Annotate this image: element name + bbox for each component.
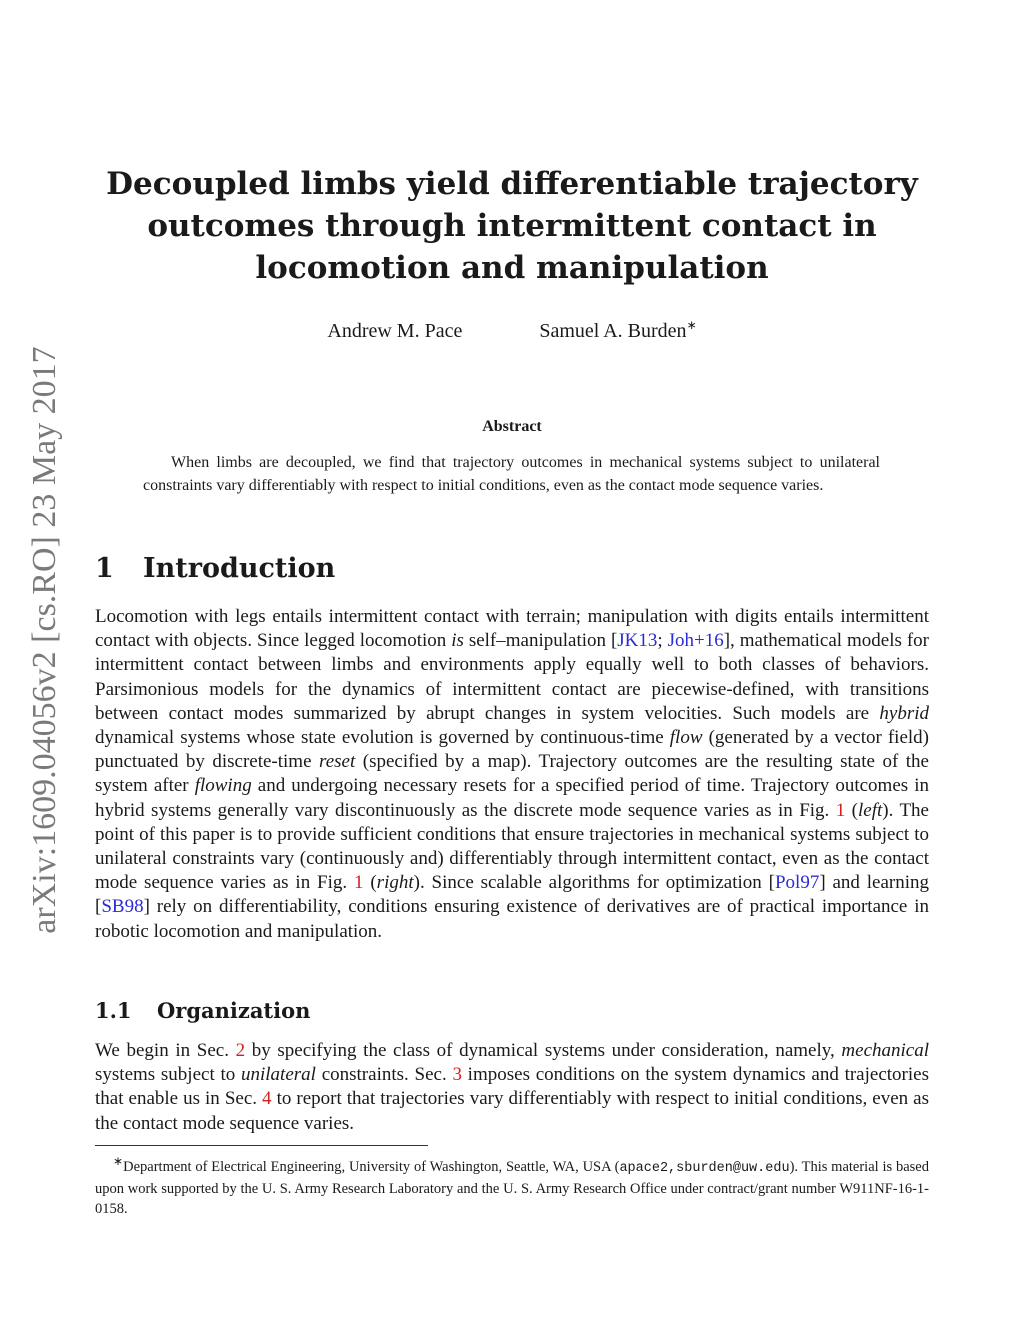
section-link-4[interactable]: 4 bbox=[262, 1088, 272, 1110]
subsection-number: 1.1 bbox=[95, 998, 132, 1023]
footnote: ∗Department of Electrical Engineering, University of Washington, Seattle, WA, USA (apace2,sburden@uw.edu). This material is based upon work supported by the U. S. Army Research Laboratory and the U. S. Army Research Office under contract/grant number W911NF-16-1-0158. bbox=[95, 1154, 929, 1217]
subsection-heading-organization bbox=[95, 998, 310, 1023]
footnote-marker[interactable]: ∗ bbox=[686, 318, 697, 332]
section-title: Introduction bbox=[143, 553, 336, 584]
citation-link-joh16[interactable]: Joh+16 bbox=[667, 630, 724, 652]
section-link-3[interactable]: 3 bbox=[452, 1064, 462, 1086]
author-list bbox=[95, 318, 929, 343]
author-pace: Andrew M. Pace bbox=[327, 319, 463, 342]
citation-link-pol97[interactable]: Pol97 bbox=[774, 872, 820, 894]
footnote-mark: ∗ bbox=[113, 1154, 124, 1168]
section-heading-introduction bbox=[95, 553, 335, 584]
section-link-2[interactable]: 2 bbox=[235, 1040, 246, 1061]
subsection-title: Organization bbox=[157, 998, 311, 1023]
figure-link-1-left[interactable]: 1 bbox=[835, 799, 846, 821]
abstract-heading: Abstract bbox=[482, 418, 542, 435]
paper-title: Decoupled limbs yield differentiable trajectory outcomes through intermittent contact in locomotion and manipulation bbox=[106, 166, 918, 286]
citation-link-sb98[interactable]: SB98 bbox=[101, 896, 144, 918]
author-burden: Samuel A. Burden∗ bbox=[539, 318, 697, 342]
arxiv-identifier-stamp: arXiv:1609.04056v2 [cs.RO] 23 May 2017 bbox=[26, 346, 63, 934]
section-number: 1 bbox=[95, 553, 114, 584]
figure-link-1-right[interactable]: 1 bbox=[353, 872, 364, 894]
abstract-text: When limbs are decoupled, we find that trajectory outcomes in mechanical systems subject to unilateral constraints vary differentiably with respect to initial conditions, even as the contact mode sequence varies. bbox=[143, 454, 880, 494]
organization-paragraph: We begin in Sec. 2 by specifying the class of dynamical systems under consideration, namely, mechanical systems subject to unilateral constraints. Sec. 3 imposes conditions on the system dynamics and trajectories that enable us in Sec. 4 to report that trajectories vary differentiably with respect to initial conditions, even as the contact mode sequence varies. bbox=[95, 1040, 929, 1134]
footnote-divider bbox=[95, 1145, 428, 1146]
author-email[interactable]: apace2,sburden@uw.edu bbox=[619, 1160, 790, 1176]
introduction-paragraph: Locomotion with legs entails intermittent contact with terrain; manipulation with digits entails intermittent contact with objects. Since legged locomotion is self–manipulation [JK13; Joh+16], mathematical models for intermittent contact between limbs and environments apply equally well to both classes of behaviors. Parsimonious models for the dynamics of intermittent contact are piecewise-defined, with transitions between contact modes summarized by abrupt changes in system velocities. Such models are hybrid dynamical systems whose state evolution is governed by continuous-time flow (generated by a vector field) punctuated by discrete-time reset (specified by a map). Trajectory outcomes are the resulting state of the system after flowing and undergoing necessary resets for a specified period of time. Trajectory outcomes in hybrid systems generally vary discontinuously as the discrete mode sequence varies as in Fig. 1 (left). The point of this paper is to provide sufficient conditions that ensure trajectories in mechanical systems subject to unilateral constraints vary (continuously and) differentiably through intermittent contact, even as the contact mode sequence varies as in Fig. 1 (right). Since scalable algorithms for optimization [Pol97] and learning [SB98] rely on differentiability, conditions ensuring existence of derivatives are of practical importance in robotic locomotion and manipulation. bbox=[95, 606, 930, 942]
citation-link-jk13[interactable]: JK13 bbox=[617, 630, 658, 652]
